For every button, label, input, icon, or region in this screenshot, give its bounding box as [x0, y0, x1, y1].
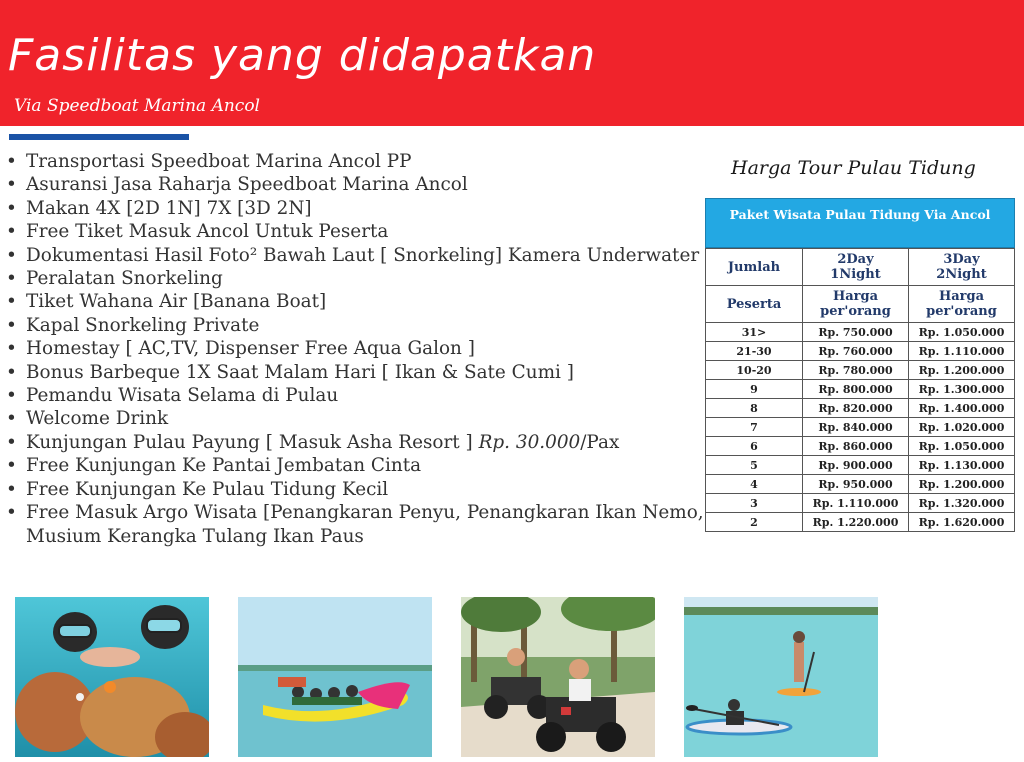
- list-item: • Bonus Barbeque 1X Saat Malam Hari [ Ikan & Sate Cumi ]: [6, 361, 706, 384]
- atv-photo: [461, 597, 655, 757]
- list-item: • Kunjungan Pulau Payung [ Masuk Asha Resort ] Rp. 30.000/Pax: [6, 431, 706, 454]
- payung-price: Rp. 30.000: [478, 431, 581, 453]
- payung-unit: /Pax: [580, 431, 620, 453]
- table-row: 9 Rp. 800.000 Rp. 1.300.000: [706, 380, 1015, 399]
- list-item: • Free Kunjungan Ke Pulau Tidung Kecil: [6, 478, 706, 501]
- col-peserta: Peserta: [706, 286, 803, 323]
- kayak-paddleboard-photo: [684, 597, 878, 757]
- list-item: • Homestay [ AC,TV, Dispenser Free Aqua Galon ]: [6, 337, 706, 360]
- table-row: 8 Rp. 820.000 Rp. 1.400.000: [706, 399, 1015, 418]
- col-2day: 2Day 1Night: [803, 249, 909, 286]
- col-harga-2day: Harga per'orang: [803, 286, 909, 323]
- table-row: 4 Rp. 950.000 Rp. 1.200.000: [706, 475, 1015, 494]
- list-item: • Peralatan Snorkeling: [6, 267, 706, 290]
- col-harga-3day: Harga per'orang: [909, 286, 1015, 323]
- table-row: 5 Rp. 900.000 Rp. 1.130.000: [706, 456, 1015, 475]
- table-row: 2 Rp. 1.220.000 Rp. 1.620.000: [706, 513, 1015, 532]
- col-jumlah: Jumlah: [706, 249, 803, 286]
- table-header-row: [706, 286, 1015, 323]
- accent-divider: [9, 134, 189, 140]
- list-item: • Kapal Snorkeling Private: [6, 314, 706, 337]
- price-table: [705, 248, 1015, 532]
- list-item: • Makan 4X [2D 1N] 7X [3D 2N]: [6, 197, 706, 220]
- list-item: • Free Kunjungan Ke Pantai Jembatan Cinta: [6, 454, 706, 477]
- facility-list: [6, 150, 706, 548]
- table-row: 7 Rp. 840.000 Rp. 1.020.000: [706, 418, 1015, 437]
- col-3day: 3Day 2Night: [909, 249, 1015, 286]
- banana-boat-photo: [238, 597, 432, 757]
- page-title: Fasilitas yang didapatkan: [8, 30, 597, 81]
- price-table-title: Paket Wisata Pulau Tidung Via Ancol: [705, 198, 1015, 248]
- table-row: 21-30 Rp. 760.000 Rp. 1.110.000: [706, 342, 1015, 361]
- list-item: • Dokumentasi Hasil Foto² Bawah Laut [ Snorkeling] Kamera Underwater: [6, 244, 706, 267]
- table-row: 31> Rp. 750.000 Rp. 1.050.000: [706, 323, 1015, 342]
- list-item: • Tiket Wahana Air [Banana Boat]: [6, 290, 706, 313]
- table-header-row: [706, 249, 1015, 286]
- list-item: • Transportasi Speedboat Marina Ancol PP: [6, 150, 706, 173]
- table-row: 10-20 Rp. 780.000 Rp. 1.200.000: [706, 361, 1015, 380]
- list-item: • Welcome Drink: [6, 407, 706, 430]
- price-table-container: [705, 198, 1015, 532]
- snorkeling-photo: [15, 597, 209, 757]
- header-banner: [0, 0, 1024, 126]
- list-item: • Pemandu Wisata Selama di Pulau: [6, 384, 706, 407]
- page-subtitle: Via Speedboat Marina Ancol: [14, 96, 260, 116]
- table-row: 3 Rp. 1.110.000 Rp. 1.320.000: [706, 494, 1015, 513]
- price-section-title: Harga Tour Pulau Tidung: [731, 157, 976, 179]
- list-item: • Free Tiket Masuk Ancol Untuk Peserta: [6, 220, 706, 243]
- list-item: • Asuransi Jasa Raharja Speedboat Marina Ancol: [6, 173, 706, 196]
- table-row: 6 Rp. 860.000 Rp. 1.050.000: [706, 437, 1015, 456]
- list-item: • Free Masuk Argo Wisata [Penangkaran Penyu, Penangkaran Ikan Nemo, Musium Kerangka Tulang Ikan Paus: [6, 501, 706, 548]
